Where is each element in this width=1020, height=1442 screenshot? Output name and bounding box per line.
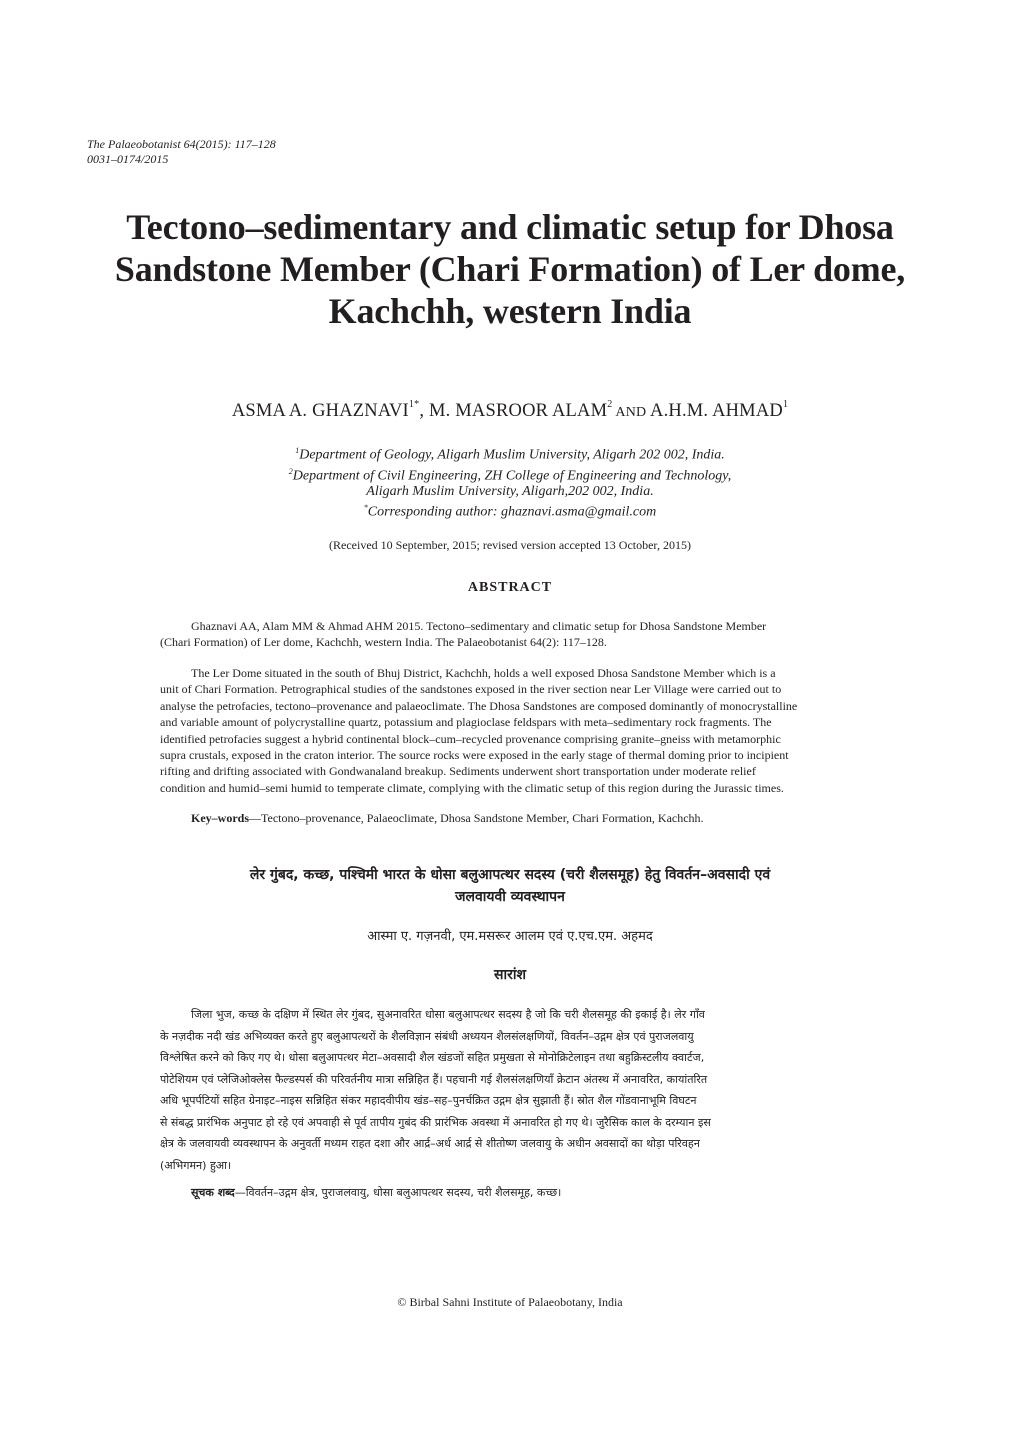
abstract-line: rifting and drifting associated with Gondwanaland breakup. Sediments underwent short transportation under moderate relief (160, 764, 756, 779)
abstract-body (160, 665, 863, 796)
hindi-authors: आस्मा ए. गज़नवी, एम.मसरूर आलम एवं ए.एच.एम. अहमद (367, 929, 653, 944)
abstract-line: and variable amount of polycrystalline quartz, potassium and plagioclase feldspars with meta–sedimentary rock fragments. The (160, 715, 772, 730)
hindi-title-line: लेर गुंबद, कच्छ, पश्चिमी भारत के धोसा बलुआपत्थर सदस्य (चरी शैलसमूह) हेतु विवर्तन–अवसादी एवं (249, 867, 771, 883)
copyright-footer: © Birbal Sahni Institute of Palaeobotany, India (397, 1295, 623, 1309)
affil-marker: 2 (288, 466, 293, 476)
keywords-label: Key–words (191, 811, 249, 825)
author-name: A.H.M. AHMAD (650, 401, 783, 422)
affil-marker: 1 (295, 446, 300, 455)
abstract-heading: ABSTRACT (467, 580, 553, 595)
hindi-title (80, 864, 940, 908)
affiliations (110, 443, 910, 521)
hindi-abstract-body (160, 1004, 864, 1176)
hindi-abstract-line: विश्लेषित करने को किए गए थे। धोसा बलुआपत्थर मेटा–अवसादी शैल खंडजों सहित प्रमुखता से मोनोक्रिटेलाइन तथा बहुक्रिस्टलीय क्वार्टज, (160, 1051, 705, 1064)
title-line: Sandstone Member (Chari Formation) of Ler dome, (114, 249, 906, 289)
citation-line: (Chari Formation) of Ler dome, Kachchh, western India. The Palaeobotanist 64(2): 117–128. (160, 635, 607, 649)
abstract-line: condition and humid–semi humid to temperate climate, complying with the climatic setup of this region during the Jurassic times. (160, 780, 784, 795)
affiliation-line: Aligarh Muslim University, Aligarh,202 002, India. (366, 484, 654, 500)
abstract-line: analyse the petrofacies, tectono–provenance and palaeoclimate. The Dhosa Sandstones are composed dominantly of monocrystalline (160, 698, 798, 713)
hindi-abstract-heading: सारांश (494, 967, 526, 983)
journal-header (87, 137, 276, 167)
hindi-abstract-line: के नज़दीक नदी खंड अभिव्यक्त करते हुए बलुआपत्थरों के शैलविज्ञान संबंधी अध्ययन शैलसंलक्षणियों, विवर्तन–उद्गम क्षेत्र एवं पुराजलवायु (160, 1029, 694, 1043)
journal-issn: 0031–0174/2015 (87, 152, 169, 166)
keywords-text: —Tectono–provenance, Palaeoclimate, Dhosa Sandstone Member, Chari Formation, Kachchh. (249, 811, 704, 825)
hindi-keywords-text: —विवर्तन–उद्गम क्षेत्र, पुराजलवायु, धोसा बलुआपत्थर सदस्य, चरी शैलसमूह, कच्छ। (234, 1186, 562, 1199)
paper-title (60, 206, 960, 332)
author-conjunction: AND (612, 405, 651, 421)
author-name: ASMA A. GHAZNAVI (231, 401, 409, 422)
hindi-abstract-line: (अभिगमन) हुआ। (160, 1158, 232, 1172)
title-line: Kachchh, western India (328, 291, 692, 331)
abstract-line: unit of Chari Formation. Petrographical studies of the sandstones exposed in the river section near Ler Village were carried out to (160, 682, 782, 697)
hindi-abstract-line: जिला भुज, कच्छ के दक्षिण में स्थित लेर गुंबद, सुअनावरित धोसा बलुआपत्थर सदस्य है जो कि चरी शैलसमूह की इकाई है। लेर गाँव (191, 1008, 705, 1021)
citation-line: Ghaznavi AA, Alam MM & Ahmad AHM 2015. Tectono–sedimentary and climatic setup for Dhosa Sandstone Member (191, 619, 767, 633)
corresponding-author (110, 500, 910, 521)
author-name: , M. MASROOR ALAM (419, 401, 608, 422)
abstract-line: supra crustals, exposed in the craton interior. The source rocks were exposed in the early stage of thermal doming prior to incipient (160, 748, 789, 763)
affil-marker: * (363, 503, 368, 513)
citation-block (160, 618, 863, 650)
author-affil-marker: 1* (408, 399, 420, 410)
affiliation-line (110, 443, 910, 464)
hindi-abstract-line: क्षेत्र के जलवायवी व्यवस्थापन के अनुवर्ती मध्यम राहत दशा और आर्द्र–अर्ध आर्द्र से शीतोष्ण जलवायु के अधीन अवसादों का थोड़ा परिवहन (160, 1137, 700, 1150)
author-list (60, 395, 960, 425)
affiliation-line (110, 464, 910, 485)
hindi-keywords-label: सूचक शब्द (191, 1186, 235, 1199)
hindi-abstract-line: से संबद्ध प्रारंभिक अनुपाट हो रहे एवं अपवाही से पूर्व तापीय गुबंद की प्रारंभिक अवस्था में अनावरित हो गए थे। जुरैसिक काल के दरम्यान इस (160, 1115, 711, 1129)
corresponding-email: Corresponding author: ghaznavi.asma@gmail.com (367, 504, 657, 520)
author-affil-marker: 2 (607, 399, 613, 410)
abstract-line: The Ler Dome situated in the south of Bhuj District, Kachchh, holds a well exposed Dhosa Sandstone Member which is a (191, 666, 776, 680)
author-affil-marker: 1 (782, 399, 789, 410)
affil-text: Department of Civil Engineering, ZH College of Engineering and Technology, (292, 468, 732, 484)
keywords (191, 811, 704, 826)
hindi-title-line: जलवायवी व्यवस्थापन (455, 889, 565, 905)
affil-text: Department of Geology, Aligarh Muslim University, Aligarh 202 002, India. (299, 447, 725, 463)
received-dates: (Received 10 September, 2015; revised version accepted 13 October, 2015) (329, 538, 691, 552)
hindi-abstract-line: पोटेशियम एवं प्लेजिओक्लेस फैल्डस्पर्स की परिवर्तनीय मात्रा सन्निहित हैं। पहचानी गई शैलसंलक्षणियाँ क्रेटान अंतस्थ में अनावरित, कायांतरित (160, 1072, 708, 1086)
hindi-keywords (191, 1185, 561, 1200)
title-line: Tectono–sedimentary and climatic setup for Dhosa (126, 207, 894, 247)
hindi-abstract-line: अधि भूपर्पटियों सहित ग्रेनाइट–नाइस सन्निहित संकर महादवीपीय खंड–सह–पुनर्चक्रित उद्गम क्षेत्र सुझाती हैं। स्रोत शैल गोंडवानाभूमि विघटन (160, 1094, 697, 1107)
journal-citation: The Palaeobotanist 64(2015): 117–128 (87, 137, 276, 151)
abstract-line: identified petrofacies suggest a hybrid continental block–cum–recycled provenance comprising granite–gneiss with metamorphic (160, 731, 781, 746)
